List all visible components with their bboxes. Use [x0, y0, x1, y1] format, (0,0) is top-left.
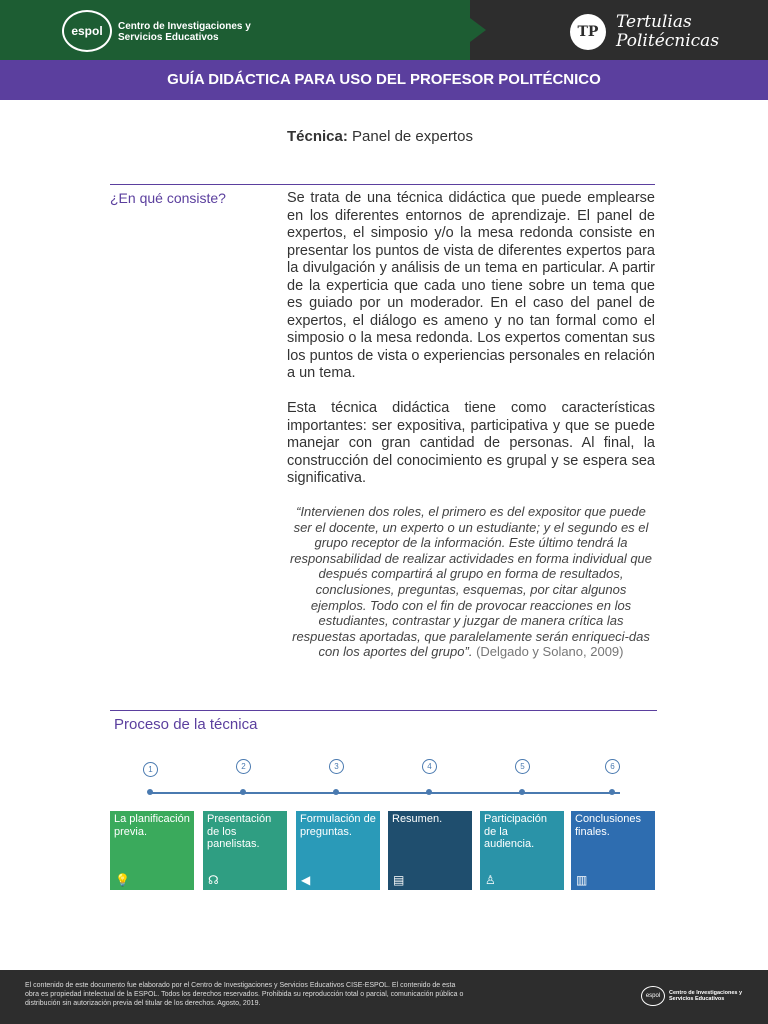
bar-chart-icon: ▥: [576, 872, 588, 887]
step-number: 5: [515, 759, 530, 774]
step-number: 4: [422, 759, 437, 774]
technique-value: Panel de expertos: [352, 128, 473, 145]
process-step-label: Participación de la audiencia.: [484, 813, 547, 850]
section-divider: [110, 184, 655, 185]
timeline-dot: [609, 789, 615, 795]
process-timeline: [148, 792, 620, 794]
person-icon: ♙: [485, 872, 496, 887]
process-divider: [110, 710, 657, 711]
quote-block: [287, 504, 655, 660]
people-icon: ☊: [208, 872, 219, 887]
technique-heading: [287, 128, 473, 145]
description-paragraph-2: Esta técnica didáctica tiene como características importantes: ser expositiva, participativa y que se puede manejar con gran cantidad de personas. Al final, la construcción del conocimiento es grupal y se espera sea significativa.: [287, 400, 655, 486]
description-paragraph-1: Se trata de una técnica didáctica que puede emplearse en los diferentes entornos de aprendizaje. El panel de expertos, el simposio y/o la mesa redonda consiste en presentar los puntos de vista de diferentes expertos para la divulgación y análisis de un tema en particular. A partir de la experticia que cada uno tiene sobre un tema que es guiado por un moderador. En el caso del panel de expertos, el diálogo es ameno y no tan formal como el simposio o la mesa redonda. Los expertos comentan sus los puntos de vista o experiencias personales en relación a un tema.: [287, 190, 655, 381]
question-label: ¿En qué consiste?: [110, 190, 226, 206]
step-number: 2: [236, 759, 251, 774]
timeline-dot: [333, 789, 339, 795]
footer-center-name: Centro de Investigaciones y Servicios Educativos: [669, 990, 743, 1002]
document-icon: ▤: [393, 872, 405, 887]
quote-text: “Intervienen dos roles, el primero es del expositor que puede ser el docente, un experto o un estudiante; y el segundo es el grupo receptor de la información. Este último tendrá la responsabilidad de realizar actividades en forma individual que después compartirá al grupo en forma de resultados, conclusiones, preguntas, esquemas, por citar algunos ejemplos. Todo con el fin de provocar reacciones en los estudiantes, contrastar y juzgar de manera crítica las respuestas aportadas, que paralelamente serán enriqueci-das con los aportes del grupo”.: [289, 504, 653, 660]
header: [0, 0, 768, 60]
technique-label: Técnica:: [287, 128, 348, 145]
process-step-label: Presentación de los panelistas.: [207, 813, 272, 850]
process-step-card: [571, 811, 655, 890]
guide-banner: GUÍA DIDÁCTICA PARA USO DEL PROFESOR POLITÉCNICO: [0, 60, 768, 100]
lightbulb-icon: 💡: [115, 872, 130, 887]
process-step-card: [388, 811, 472, 890]
timeline-dot: [426, 789, 432, 795]
footer-espol-logo: espol: [641, 986, 665, 1006]
timeline-dot: [519, 789, 525, 795]
process-step-card: [110, 811, 194, 890]
process-step-card: [480, 811, 564, 890]
header-arrow: [470, 18, 486, 42]
megaphone-icon: ◀: [301, 872, 311, 887]
process-step-label: Formulación de preguntas.: [300, 813, 376, 838]
tertulias-logo-icon: TP: [570, 14, 606, 50]
timeline-dot: [240, 789, 246, 795]
tertulias-title-line1: Tertulias: [616, 12, 692, 32]
espol-logo: espol: [62, 10, 112, 52]
step-number: 6: [605, 759, 620, 774]
process-step-label: Conclusiones finales.: [575, 813, 642, 838]
center-name: Centro de Investigaciones y Servicios Educativos: [118, 21, 251, 43]
step-number: 1: [143, 762, 158, 777]
process-step-label: Resumen.: [392, 813, 443, 825]
tertulias-title-line2: Politécnicas: [616, 31, 720, 51]
timeline-dot: [147, 789, 153, 795]
process-step-label: La planificación previa.: [114, 813, 190, 838]
tertulias-title: [616, 13, 719, 51]
process-step-card: [296, 811, 380, 890]
process-step-card: [203, 811, 287, 890]
process-title: Proceso de la técnica: [114, 716, 258, 733]
quote-citation: (Delgado y Solano, 2009): [476, 644, 624, 660]
footer-copyright: El contenido de este documento fue elaborado por el Centro de Investigaciones y Servicios Educativos CISE-ESPOL. El contenido de esta obra es propiedad intelectual de la ESPOL. Todos los derechos reservados. Prohibida su reproducción total o parcial, comunicación pública o distribución sin autorización previa del titular de los derechos. Agosto, 2019.: [25, 982, 464, 1007]
step-number: 3: [329, 759, 344, 774]
